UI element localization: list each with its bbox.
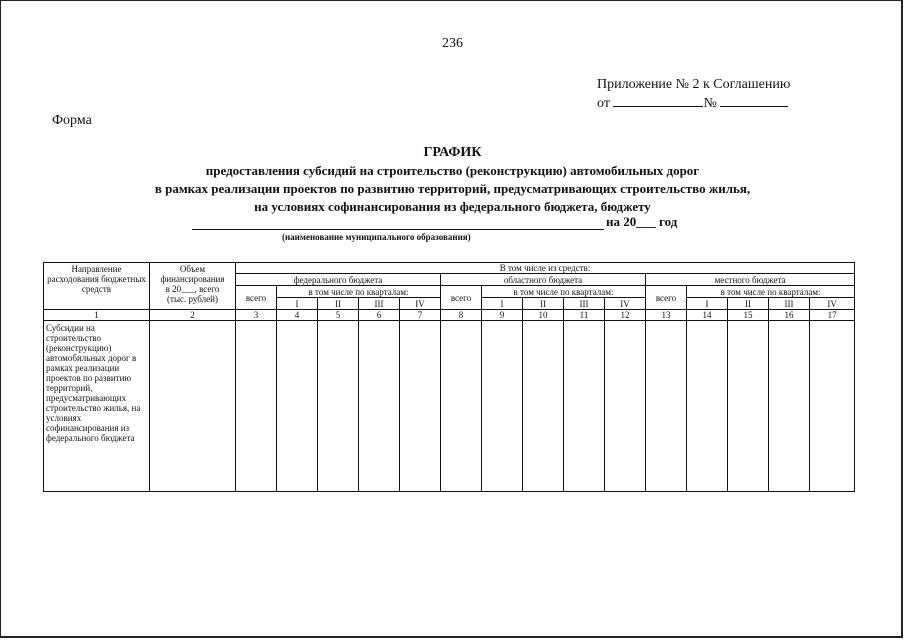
quarter-1: I bbox=[482, 298, 523, 310]
column-number: 7 bbox=[400, 310, 441, 321]
cell-regional-total bbox=[441, 321, 482, 492]
column-number: 13 bbox=[646, 310, 687, 321]
quarter-4: IV bbox=[810, 298, 855, 310]
header-volume-line-1: Объем финансирования bbox=[160, 264, 225, 284]
quarter-1: I bbox=[277, 298, 318, 310]
header-federal-quarters: в том числе по кварталам: bbox=[277, 286, 441, 298]
cell-local-q4 bbox=[810, 321, 855, 492]
column-number: 16 bbox=[769, 310, 810, 321]
column-number: 14 bbox=[687, 310, 728, 321]
column-number: 10 bbox=[523, 310, 564, 321]
title-line-3: на условиях софинансирования из федерального бюджета, бюджету bbox=[254, 199, 651, 214]
column-number: 3 bbox=[236, 310, 277, 321]
column-number-row bbox=[44, 310, 855, 321]
quarter-4: IV bbox=[605, 298, 646, 310]
header-local: местного бюджета bbox=[646, 274, 855, 286]
quarter-3: III bbox=[769, 298, 810, 310]
cell-federal-q1 bbox=[277, 321, 318, 492]
column-number: 11 bbox=[564, 310, 605, 321]
cell-federal-q4 bbox=[400, 321, 441, 492]
column-number: 15 bbox=[728, 310, 769, 321]
number-label: № bbox=[703, 96, 717, 111]
cell-volume bbox=[150, 321, 236, 492]
header-federal-total: всего bbox=[236, 286, 277, 310]
column-number: 8 bbox=[441, 310, 482, 321]
column-number: 1 bbox=[44, 310, 150, 321]
document-title: ГРАФИК bbox=[423, 145, 482, 160]
row-description: Субсидии на строительство (реконструкцию) автомобильных дорог в рамках реализации проектов по развитию территорий, предусматривающих строительство жилья, на условиях софинансирования из федерального бюджета bbox=[44, 321, 150, 492]
from-label: от bbox=[597, 96, 610, 111]
title-line-1: предоставления субсидий на строительство (реконструкцию) автомобильных дорог bbox=[205, 163, 700, 178]
column-number: 9 bbox=[482, 310, 523, 321]
quarter-2: II bbox=[728, 298, 769, 310]
cell-regional-q2 bbox=[523, 321, 564, 492]
cell-local-total bbox=[646, 321, 687, 492]
cell-regional-q4 bbox=[605, 321, 646, 492]
schedule-table bbox=[43, 262, 855, 492]
cell-regional-q3 bbox=[564, 321, 605, 492]
column-number: 5 bbox=[318, 310, 359, 321]
header-regional-total: всего bbox=[441, 286, 482, 310]
header-regional: областного бюджета bbox=[441, 274, 646, 286]
header-local-total: всего bbox=[646, 286, 687, 310]
date-blank bbox=[613, 94, 703, 107]
municipality-caption: (наименование муниципального образования) bbox=[282, 232, 471, 242]
column-number: 4 bbox=[277, 310, 318, 321]
cell-local-q3 bbox=[769, 321, 810, 492]
cell-federal-total bbox=[236, 321, 277, 492]
header-regional-quarters: в том числе по кварталам: bbox=[482, 286, 646, 298]
title-line-2: в рамках реализации проектов по развитию территорий, предусматривающих строительство жилья, bbox=[154, 181, 751, 196]
header-direction: Направление расходования бюджетных средств bbox=[44, 263, 150, 310]
header-volume bbox=[150, 263, 236, 310]
header-volume-line-3: (тыс. рублей) bbox=[167, 294, 218, 304]
appendix-line: Приложение № 2 к Соглашению bbox=[597, 77, 791, 92]
header-including-from: В том числе из средств: bbox=[236, 263, 855, 274]
table-row bbox=[44, 321, 855, 492]
header-volume-line-2: в 20___, всего bbox=[165, 284, 220, 294]
cell-local-q1 bbox=[687, 321, 728, 492]
title-year: на 20___ год bbox=[606, 214, 678, 229]
number-blank bbox=[720, 94, 788, 107]
quarter-3: III bbox=[564, 298, 605, 310]
page-number: 236 bbox=[442, 36, 463, 51]
quarter-2: II bbox=[523, 298, 564, 310]
cell-regional-q1 bbox=[482, 321, 523, 492]
header-federal: федерального бюджета bbox=[236, 274, 441, 286]
header-local-quarters: в том числе по кварталам: bbox=[687, 286, 855, 298]
quarter-4: IV bbox=[400, 298, 441, 310]
municipality-blank-line bbox=[192, 229, 604, 230]
column-number: 2 bbox=[150, 310, 236, 321]
cell-federal-q3 bbox=[359, 321, 400, 492]
quarter-3: III bbox=[359, 298, 400, 310]
cell-local-q2 bbox=[728, 321, 769, 492]
appendix-date-number bbox=[597, 94, 788, 112]
quarter-1: I bbox=[687, 298, 728, 310]
column-number: 6 bbox=[359, 310, 400, 321]
column-number: 17 bbox=[810, 310, 855, 321]
quarter-2: II bbox=[318, 298, 359, 310]
column-number: 12 bbox=[605, 310, 646, 321]
form-label: Форма bbox=[52, 113, 92, 128]
cell-federal-q2 bbox=[318, 321, 359, 492]
